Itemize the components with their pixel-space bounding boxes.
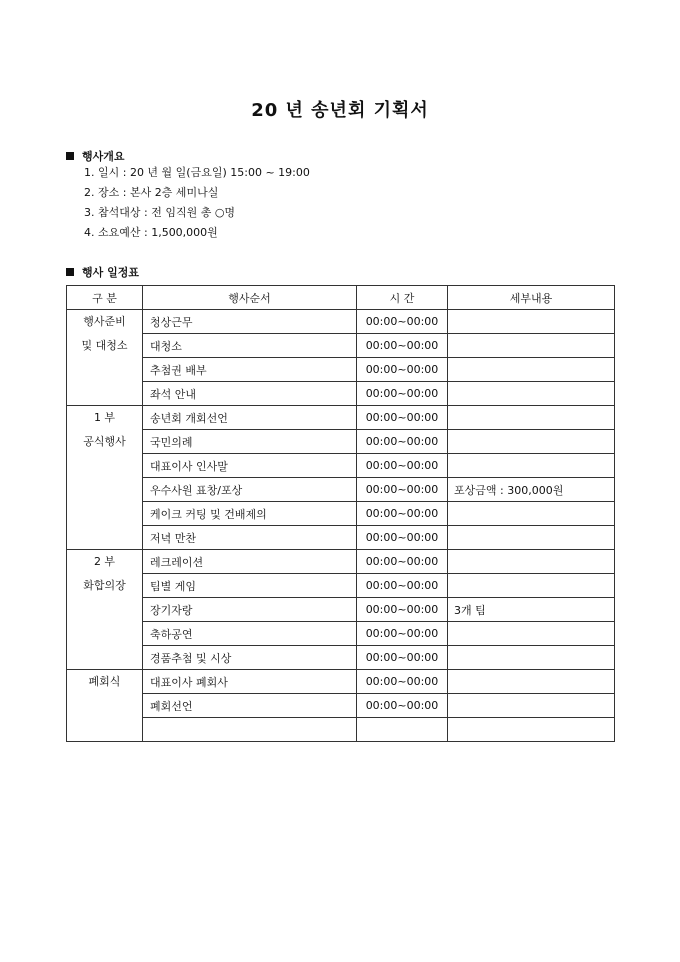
overview-list	[84, 166, 310, 246]
detail-cell: 포상금액 : 300,000원	[448, 478, 615, 502]
column-header-time: 시 간	[357, 286, 448, 310]
detail-cell	[448, 310, 615, 334]
table-row	[67, 694, 615, 718]
schedule-heading-label: 행사 일정표	[82, 266, 139, 279]
detail-cell	[448, 526, 615, 550]
overview-item-date: 1. 일시 : 20 년 월 일(금요일) 15:00 ~ 19:00	[84, 166, 310, 179]
time-cell: 00:00~00:00	[357, 334, 448, 358]
program-cell: 축하공연	[143, 622, 357, 646]
program-cell: 송년회 개회선언	[143, 406, 357, 430]
table-row	[67, 670, 615, 694]
category-label: 화합의장	[83, 579, 126, 592]
table-row	[67, 478, 615, 502]
detail-cell	[448, 694, 615, 718]
program-cell: 팀별 게임	[143, 574, 357, 598]
detail-cell	[448, 574, 615, 598]
category-cell	[67, 670, 143, 742]
detail-cell	[448, 406, 615, 430]
time-cell	[357, 718, 448, 742]
time-cell: 00:00~00:00	[357, 670, 448, 694]
program-cell: 경품추첨 및 시상	[143, 646, 357, 670]
overview-item-budget: 4. 소요예산 : 1,500,000원	[84, 226, 218, 239]
table-row	[67, 430, 615, 454]
time-cell: 00:00~00:00	[357, 430, 448, 454]
time-cell: 00:00~00:00	[357, 526, 448, 550]
detail-cell	[448, 358, 615, 382]
detail-cell	[448, 646, 615, 670]
table-row	[67, 622, 615, 646]
time-cell: 00:00~00:00	[357, 598, 448, 622]
overview-item-attendees: 3. 참석대상 : 전 임직원 총 ○명	[84, 206, 236, 219]
category-cell	[67, 310, 143, 406]
time-cell: 00:00~00:00	[357, 550, 448, 574]
program-cell: 레크레이션	[143, 550, 357, 574]
time-cell: 00:00~00:00	[357, 478, 448, 502]
detail-cell	[448, 382, 615, 406]
overview-heading-label: 행사개요	[82, 150, 125, 163]
overview-heading	[66, 148, 125, 164]
category-label: 행사준비	[83, 315, 126, 328]
detail-cell	[448, 502, 615, 526]
detail-cell	[448, 454, 615, 478]
category-cell	[67, 550, 143, 670]
document-title: 20 년 송년회 기획서	[251, 100, 429, 121]
program-cell: 저녁 만찬	[143, 526, 357, 550]
overview-item-place: 2. 장소 : 본사 2층 세미나실	[84, 186, 219, 199]
category-cell	[67, 406, 143, 550]
program-cell: 장기자랑	[143, 598, 357, 622]
program-cell: 대청소	[143, 334, 357, 358]
time-cell: 00:00~00:00	[357, 454, 448, 478]
detail-cell	[448, 622, 615, 646]
detail-cell: 3개 팀	[448, 598, 615, 622]
schedule-table	[66, 285, 615, 742]
table-row	[67, 454, 615, 478]
table-row	[67, 406, 615, 430]
detail-cell	[448, 334, 615, 358]
program-cell: 우수사원 표창/포상	[143, 478, 357, 502]
table-row	[67, 310, 615, 334]
program-cell: 국민의례	[143, 430, 357, 454]
category-label: 및 대청소	[81, 339, 128, 352]
detail-cell	[448, 550, 615, 574]
table-row	[67, 382, 615, 406]
time-cell: 00:00~00:00	[357, 358, 448, 382]
time-cell: 00:00~00:00	[357, 502, 448, 526]
schedule-heading	[66, 264, 139, 280]
program-cell: 폐회선언	[143, 694, 357, 718]
square-bullet-icon	[66, 152, 74, 160]
program-cell: 케이크 커팅 및 건배제의	[143, 502, 357, 526]
category-label: 폐회식	[88, 675, 121, 688]
column-header-category: 구 분	[67, 286, 143, 310]
program-cell	[143, 718, 357, 742]
detail-cell	[448, 670, 615, 694]
time-cell: 00:00~00:00	[357, 310, 448, 334]
schedule-table-body	[67, 310, 615, 742]
program-cell: 추첨권 배부	[143, 358, 357, 382]
table-row	[67, 334, 615, 358]
program-cell: 대표이사 폐회사	[143, 670, 357, 694]
column-header-detail: 세부내용	[448, 286, 615, 310]
category-label: 2 부	[93, 555, 116, 568]
table-header-row	[67, 286, 615, 310]
time-cell: 00:00~00:00	[357, 646, 448, 670]
table-row	[67, 358, 615, 382]
column-header-program: 행사순서	[143, 286, 357, 310]
time-cell: 00:00~00:00	[357, 694, 448, 718]
program-cell: 좌석 안내	[143, 382, 357, 406]
time-cell: 00:00~00:00	[357, 406, 448, 430]
time-cell: 00:00~00:00	[357, 622, 448, 646]
detail-cell	[448, 430, 615, 454]
table-row	[67, 598, 615, 622]
category-label: 1 부	[93, 411, 116, 424]
table-row	[67, 574, 615, 598]
table-row	[67, 502, 615, 526]
time-cell: 00:00~00:00	[357, 382, 448, 406]
time-cell: 00:00~00:00	[357, 574, 448, 598]
table-row	[67, 550, 615, 574]
category-label: 공식행사	[83, 435, 126, 448]
program-cell: 청상근무	[143, 310, 357, 334]
table-row	[67, 526, 615, 550]
table-row	[67, 718, 615, 742]
program-cell: 대표이사 인사말	[143, 454, 357, 478]
detail-cell	[448, 718, 615, 742]
square-bullet-icon	[66, 268, 74, 276]
table-row	[67, 646, 615, 670]
